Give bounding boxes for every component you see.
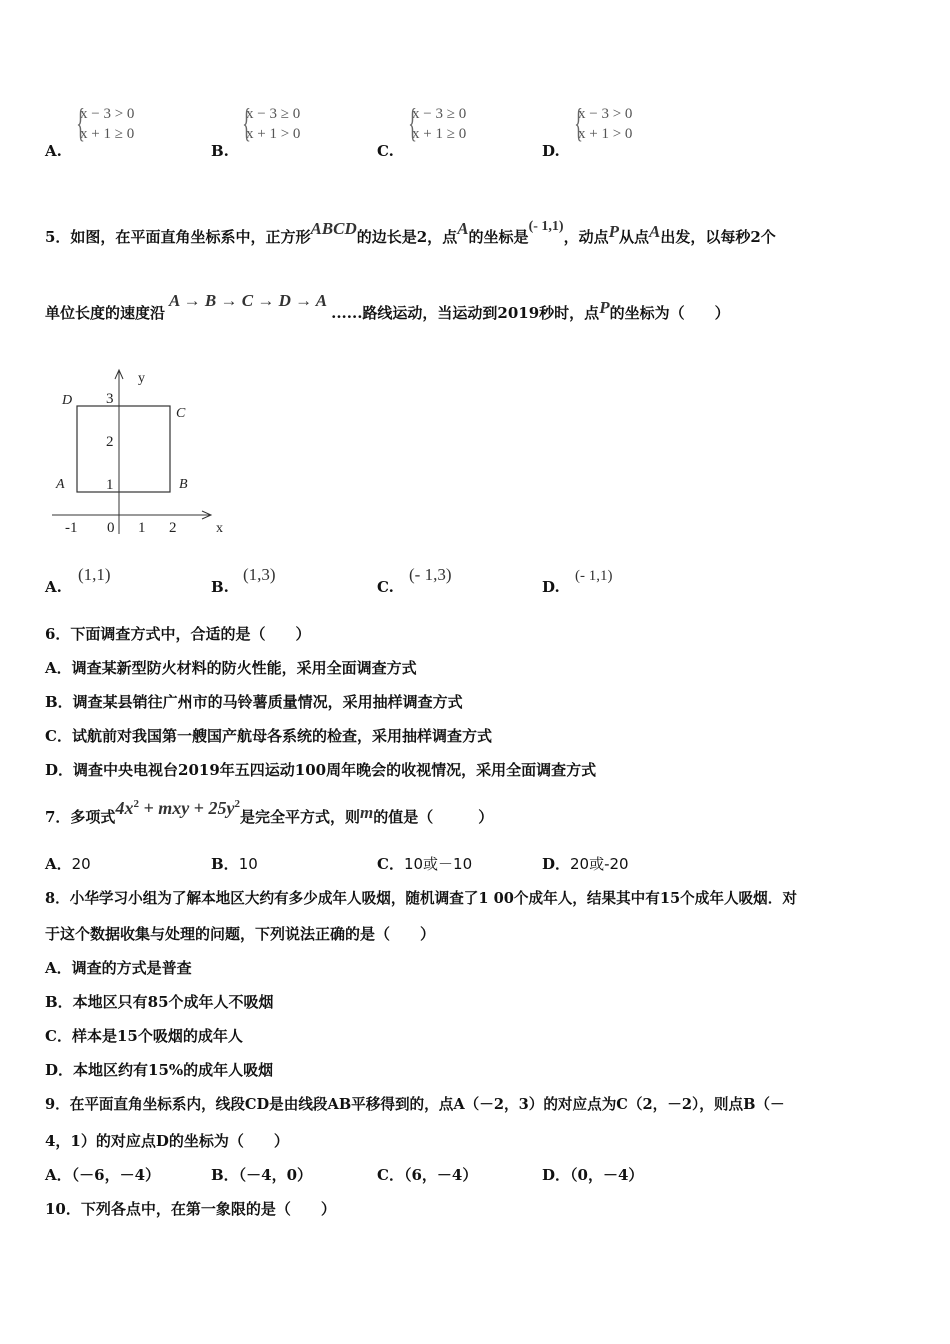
q7-exponent: 2 — [133, 798, 139, 810]
q5-option-d-value: (- 1,1) — [575, 568, 613, 584]
inequality-line: x − 3 > 0 — [80, 106, 135, 122]
brace-icon: { — [574, 100, 583, 145]
q6-option-a: A．调查某新型防火材料的防火性能，采用全面调查方式 — [45, 659, 417, 677]
q5-text: 的坐标是 — [468, 228, 529, 246]
q4-option-c-label: C. — [377, 142, 394, 160]
option-value: 20 — [71, 855, 91, 873]
q5-math-point: (- 1,1) — [528, 219, 564, 234]
q6-option-c: C．试航前对我国第一艘国产航母各系统的检查，采用抽样调查方式 — [45, 727, 492, 745]
option-value: 10或－10 — [403, 855, 473, 873]
inequality-line: x + 1 > 0 — [246, 126, 301, 142]
x-tick-label: 0 — [107, 520, 115, 536]
inequality-line: x − 3 ≥ 0 — [246, 106, 301, 122]
q9-stem-line2: 4，1）的对应点D的坐标为（ ） — [45, 1132, 289, 1150]
q6-option-d: D．调查中央电视台2019年五四运动100周年晚会的收视情况，采用全面调查方式 — [45, 761, 597, 779]
q5-text: ，动点 — [563, 228, 609, 246]
q8-option-b: B．本地区只有85个成年人不吸烟 — [45, 993, 274, 1011]
y-tick-label: 2 — [106, 434, 114, 450]
q5-option-b-value: (1,3) — [243, 565, 276, 584]
q7-option-c — [377, 853, 472, 874]
q5-math-path: A → B → C → D → A — [169, 291, 328, 310]
option-label: C． — [377, 855, 404, 873]
x-tick-label: 1 — [138, 520, 146, 536]
vertex-label-d: D — [62, 393, 73, 408]
q8-stem-line1: 8．小华学习小组为了解本地区大约有多少成年人吸烟，随机调查了1 00个成年人，结果其中有15个成年人吸烟．对 — [45, 890, 797, 907]
y-tick-label: 1 — [106, 477, 114, 493]
q7-term: 4x — [115, 798, 134, 818]
x-tick-label: 2 — [169, 520, 177, 536]
q5-stem-line1 — [45, 219, 776, 247]
q9-stem-line1: 9．在平面直角坐标系内，线段CD是由线段AB平移得到的，点A（－2，3）的对应点为C（2，－2），则点B（－ — [45, 1096, 785, 1113]
q7-text: 7．多项式 — [45, 808, 116, 826]
q5-option-c-value: (- 1,3) — [409, 565, 452, 584]
inequality-line: x − 3 > 0 — [578, 106, 633, 122]
q7-polynomial — [115, 798, 240, 818]
q4-option-a-system — [76, 100, 135, 145]
q5-text: 的边长是2，点 — [356, 228, 458, 246]
q10-stem: 10．下列各点中，在第一象限的是（ ） — [45, 1200, 336, 1218]
q8-option-a: A．调查的方式是普查 — [45, 959, 192, 977]
option-value: 10 — [238, 855, 258, 873]
q7-term: + mxy + 25y — [138, 798, 235, 818]
inequality-line: x + 1 > 0 — [578, 126, 633, 142]
q9-option-c: C．（6，－4） — [377, 1166, 478, 1184]
q5-math-p: P — [599, 298, 610, 317]
q7-exponent: 2 — [234, 798, 240, 810]
q4-option-d-label: D. — [542, 142, 560, 160]
q5-text: 单位长度的速度沿 — [45, 304, 166, 322]
vertex-label-c: C — [176, 406, 186, 421]
vertex-label-a: A — [56, 477, 65, 492]
vertex-label-b: B — [179, 477, 188, 492]
q6-option-b: B．调查某县销往广州市的马铃薯质量情况，采用抽样调查方式 — [45, 693, 463, 711]
y-tick-label: 3 — [106, 391, 114, 407]
q8-stem-line2: 于这个数据收集与处理的问题，下列说法正确的是（ ） — [45, 925, 436, 943]
option-value: 20或-20 — [570, 855, 629, 873]
q8-option-c: C．样本是15个吸烟的成年人 — [45, 1027, 243, 1045]
q4-option-b-system — [242, 100, 301, 145]
q5-option-a-value: (1,1) — [78, 565, 111, 584]
brace-icon: { — [242, 100, 251, 145]
q4-option-a-label: A. — [45, 142, 62, 160]
inequality-line: x + 1 ≥ 0 — [80, 126, 135, 142]
q9-option-a: A．（－6，－4） — [45, 1166, 161, 1184]
q7-option-d — [542, 853, 629, 874]
q7-stem — [45, 798, 494, 827]
q6-stem: 6．下面调查方式中，合适的是（ ） — [45, 625, 311, 643]
inequality-line: x + 1 ≥ 0 — [412, 126, 467, 142]
q5-text: 5．如图，在平面直角坐标系中，正方形 — [45, 228, 311, 246]
q7-text: 的值是（ ） — [373, 808, 494, 826]
q5-coordinate-figure — [48, 362, 238, 542]
square-abcd — [77, 406, 170, 492]
option-label: A． — [45, 855, 72, 873]
brace-icon: { — [76, 100, 85, 145]
q5-option-b-label: B. — [211, 578, 229, 596]
brace-icon: { — [408, 100, 417, 145]
q7-option-a — [45, 853, 91, 874]
y-axis-label: y — [138, 371, 145, 386]
q4-option-d-system — [574, 100, 633, 145]
q4-option-c-system — [408, 100, 467, 145]
q5-math-abcd: ABCD — [310, 219, 357, 238]
q5-text: ......路线运动，当运动到2019秒时，点 — [331, 304, 600, 322]
q5-stem-line2 — [45, 291, 730, 323]
q5-text: 从点 — [618, 228, 649, 246]
q5-text: 出发，以每秒2个 — [660, 228, 776, 246]
q8-option-d: D．本地区约有15%的成年人吸烟 — [45, 1061, 274, 1079]
q5-option-c-label: C. — [377, 578, 394, 596]
q4-option-b-label: B. — [211, 142, 229, 160]
q7-math-m: m — [359, 803, 374, 822]
q9-option-d: D．（0，－4） — [542, 1166, 644, 1184]
q5-text: 的坐标为（ ） — [609, 304, 730, 322]
q5-math-a: A — [457, 219, 469, 238]
q5-option-a-label: A. — [45, 578, 62, 596]
q7-text: 是完全平方式，则 — [239, 808, 360, 826]
q5-math-a: A — [648, 222, 661, 241]
q5-option-d-label: D. — [542, 578, 560, 596]
x-axis-label: x — [216, 521, 223, 536]
q9-option-b: B．（－4，0） — [211, 1166, 313, 1184]
q5-math-p: P — [608, 222, 619, 241]
inequality-line: x − 3 ≥ 0 — [412, 106, 467, 122]
option-label: B． — [211, 855, 239, 873]
x-tick-label: -1 — [65, 520, 78, 536]
option-label: D． — [542, 855, 571, 873]
q7-option-b — [211, 853, 258, 874]
